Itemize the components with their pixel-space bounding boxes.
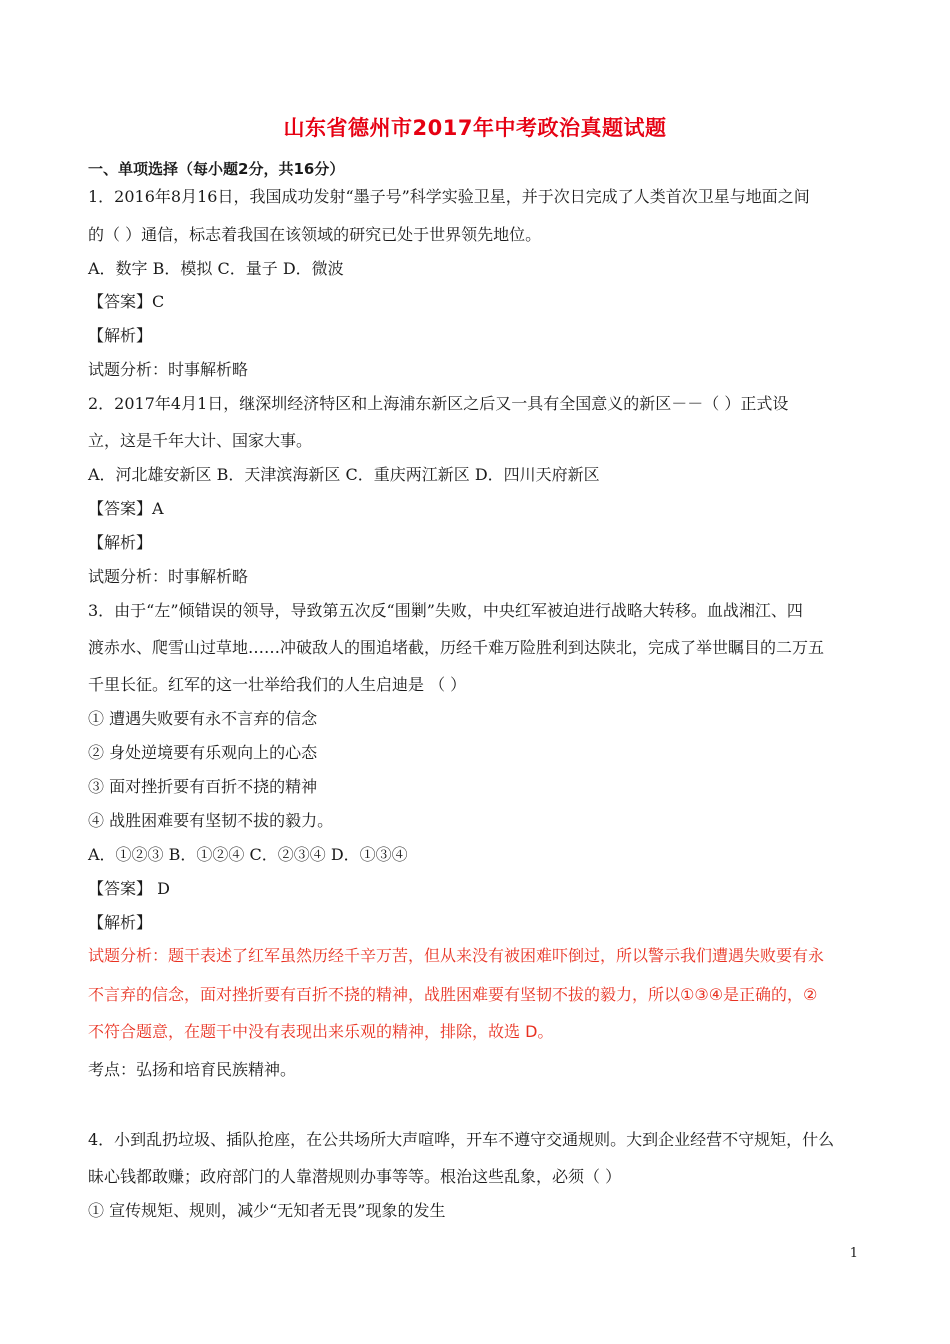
q1-options: A．数字 B．模拟 C．量子 D．微波 (88, 259, 344, 278)
q1-analysis-label: 【解析】 (88, 326, 153, 345)
q2-analysis-label: 【解析】 (88, 533, 153, 552)
q3-stem-line-1: 3．由于“左”倾错误的领导，导致第五次反“围剿”失败，中央红军被迫进行战略大转移。血战湘江、四 (88, 601, 803, 620)
q1-stem-line-2: 的（ ）通信，标志着我国在该领域的研究已处于世界领先地位。 (88, 225, 542, 244)
q3-stem-line-2: 渡赤水、爬雪山过草地……冲破敌人的围追堵截，历经千难万险胜利到达陕北，完成了举世瞩目的二万五 (88, 638, 825, 657)
q2-answer: 【答案】A (88, 499, 164, 518)
q2-stem-line-2: 立，这是千年大计、国家大事。 (88, 431, 313, 450)
q4-stem-line-2: 昧心钱都敢赚；政府部门的人靠潜规则办事等等。根治这些乱象，必须（ ） (88, 1167, 622, 1186)
q3-stem-line-3: 千里长征。红军的这一壮举给我们的人生启迪是 （ ） (88, 675, 467, 694)
q3-analysis-label: 【解析】 (88, 913, 153, 932)
q3-kaodian: 考点：弘扬和培育民族精神。 (88, 1060, 297, 1079)
q1-answer: 【答案】C (88, 292, 165, 311)
document-title: 山东省德州市2017年中考政治真题试题 (283, 116, 667, 140)
q1-analysis: 试题分析：时事解析略 (88, 360, 249, 379)
q3-item-2: ② 身处逆境要有乐观向上的心态 (88, 743, 318, 762)
q3-analysis-line-1: 试题分析：题干表述了红军虽然历经千辛万苦，但从来没有被困难吓倒过，所以警示我们遭遇失败要有永 (88, 946, 825, 965)
q4-stem-line-1: 4．小到乱扔垃圾、插队抢座，在公共场所大声喧哗，开车不遵守交通规则。大到企业经营不守规矩，什么 (88, 1130, 835, 1149)
q2-stem-line-1: 2．2017年4月1日，继深圳经济特区和上海浦东新区之后又一具有全国意义的新区－－（ ）正式设 (88, 394, 789, 413)
q3-options: A．①②③ B．①②④ C．②③④ D．①③④ (88, 845, 408, 864)
q3-item-1: ① 遭遇失败要有永不言弃的信念 (88, 709, 318, 728)
q4-item-1: ① 宣传规矩、规则，减少“无知者无畏”现象的发生 (88, 1201, 446, 1220)
q3-item-4: ④ 战胜困难要有坚韧不拔的毅力。 (88, 811, 334, 830)
section-heading: 一、单项选择（每小题2分，共16分） (88, 160, 345, 178)
q3-analysis-line-3: 不符合题意，在题干中没有表现出来乐观的精神，排除，故选 D。 (88, 1022, 554, 1041)
page-number: 1 (849, 1246, 858, 1261)
q1-stem-line-1: 1．2016年8月16日，我国成功发射“墨子号”科学实验卫星，并于次日完成了人类首次卫星与地面之间 (88, 187, 810, 206)
q3-item-3: ③ 面对挫折要有百折不挠的精神 (88, 777, 318, 796)
q2-options: A．河北雄安新区 B．天津滨海新区 C．重庆两江新区 D．四川天府新区 (88, 465, 600, 484)
q3-analysis-line-2: 不言弃的信念，面对挫折要有百折不挠的精神，战胜困难要有坚韧不拔的毅力，所以①③④是正确的，② (88, 985, 818, 1004)
q2-analysis: 试题分析：时事解析略 (88, 567, 249, 586)
q3-answer: 【答案】 D (88, 879, 170, 898)
